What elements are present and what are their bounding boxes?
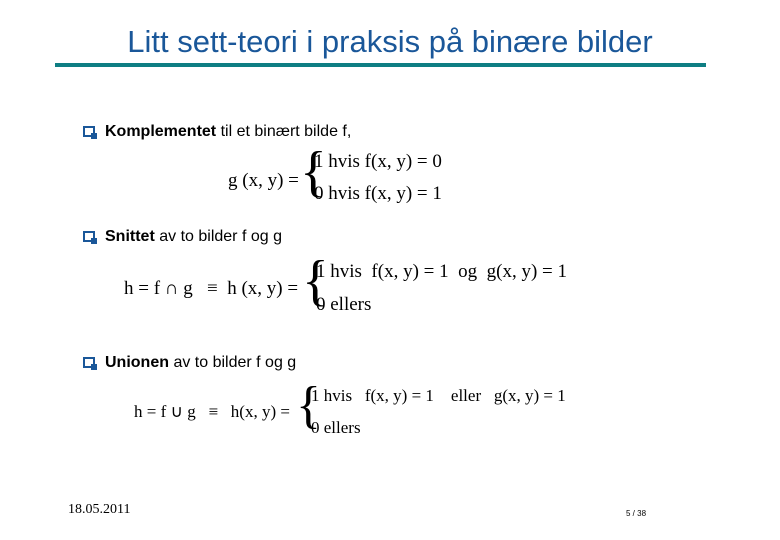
formula-case-2: 0 ellers xyxy=(311,418,361,437)
bullet-bold-term: Unionen xyxy=(105,354,169,371)
bullet-item-intersection xyxy=(83,228,282,246)
square-bullet-icon xyxy=(83,126,95,137)
bullet-item-union xyxy=(83,354,296,372)
square-bullet-icon xyxy=(83,357,95,368)
footer-date: 18.05.2011 xyxy=(68,502,131,517)
bullet-text: til et binært bilde f, xyxy=(216,123,352,140)
brace-icon: { xyxy=(300,141,327,203)
formula-lhs: g (x, y) = xyxy=(228,170,299,191)
bullet-bold-term: Snittet xyxy=(105,228,155,245)
formula-case-2: 0 ellers xyxy=(316,294,372,315)
formula-case-1: 1 hvis f(x, y) = 1 eller g(x, y) = 1 xyxy=(311,386,566,405)
bullet-bold-term: Komplementet xyxy=(105,123,217,140)
bullet-text: av to bilder f og g xyxy=(154,228,282,245)
page-number: 5 / 38 xyxy=(626,509,647,518)
brace-icon: { xyxy=(296,377,321,434)
formula-lhs: h = f ∪ g ≡ h(x, y) = xyxy=(134,402,290,421)
formula-case-2: 0 hvis f(x, y) = 1 xyxy=(314,183,442,204)
formula-case-1: 1 hvis f(x, y) = 0 xyxy=(314,151,442,172)
formula-lhs: h = f ∩ g ≡ h (x, y) = xyxy=(124,278,299,299)
slide-title: Litt sett-teori i praksis på binære bilder xyxy=(127,24,653,59)
bullet-item-complement xyxy=(83,123,351,141)
formula-case-1: 1 hvis f(x, y) = 1 og g(x, y) = 1 xyxy=(316,261,567,282)
square-bullet-icon xyxy=(83,231,95,242)
bullet-text: av to bilder f og g xyxy=(169,354,297,371)
brace-icon: { xyxy=(302,250,329,312)
title-underline xyxy=(55,63,706,67)
